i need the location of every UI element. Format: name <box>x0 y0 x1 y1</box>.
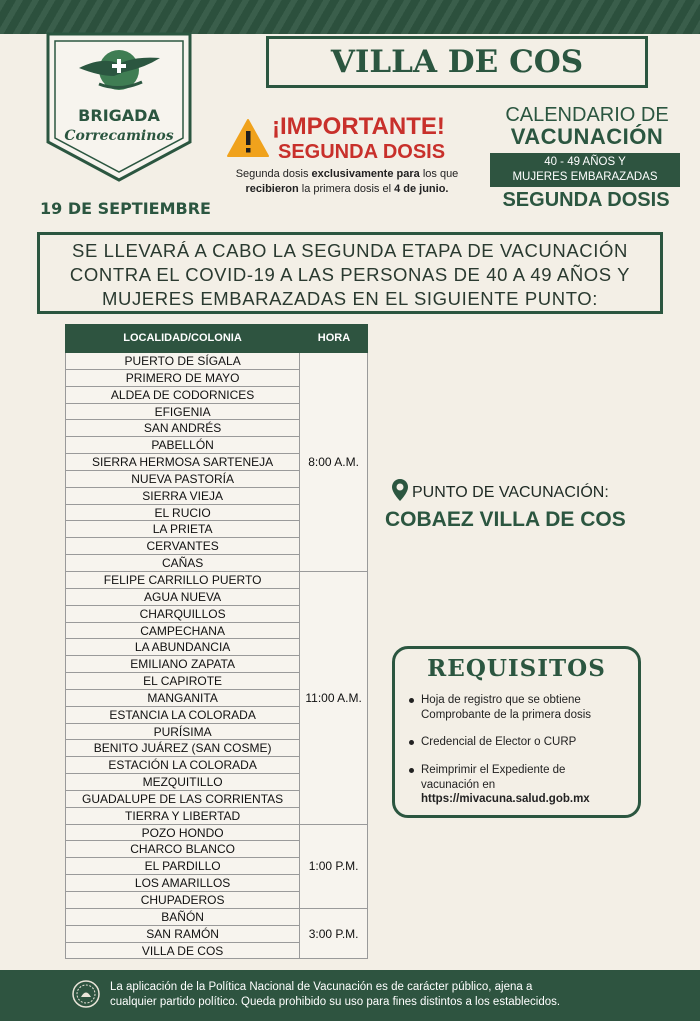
column-header-hour: HORA <box>317 332 351 344</box>
table-row: EMILIANO ZAPATA <box>66 656 300 673</box>
schedule-group <box>65 825 368 909</box>
vaccination-url-link[interactable]: https://mivacuna.salud.gob.mx <box>421 793 590 805</box>
alert-title: ¡IMPORTANTE! <box>272 113 445 140</box>
table-row: LA ABUNDANCIA <box>66 639 300 656</box>
schedule-header <box>65 324 368 353</box>
table-row: POZO HONDO <box>66 825 300 842</box>
location-pin-icon <box>391 478 409 502</box>
alert-subtitle: SEGUNDA DOSIS <box>278 141 446 163</box>
schedule-group <box>65 572 368 825</box>
table-row: ALDEA DE CODORNICES <box>66 387 300 404</box>
column-header-location: LOCALIDAD/COLONIA <box>123 332 242 344</box>
alert-text <box>222 167 472 197</box>
mexico-seal-icon <box>72 980 100 1008</box>
table-row: MANGANITA <box>66 690 300 707</box>
table-row: TIERRA Y LIBERTAD <box>66 808 300 825</box>
table-row: PRIMERO DE MAYO <box>66 370 300 387</box>
table-row: EL CAPIROTE <box>66 673 300 690</box>
alert-text-f: 4 de junio. <box>394 183 449 195</box>
table-row: CHARQUILLOS <box>66 606 300 623</box>
requirement-item-1 <box>409 693 591 722</box>
schedule-group <box>65 353 368 572</box>
schedule-hour-cell: 11:00 A.M. <box>300 572 368 825</box>
table-row: VILLA DE COS <box>66 943 300 960</box>
table-row: CHARCO BLANCO <box>66 841 300 858</box>
announcement-line2: CONTRA EL COVID-19 A LAS PERSONAS DE 40 A 49 AÑOS Y <box>69 264 631 285</box>
announcement-line3: MUJERES EMBARAZADAS EN EL SIGUIENTE PUNTO: <box>101 288 598 309</box>
table-row: CHUPADEROS <box>66 892 300 909</box>
table-row: SAN ANDRÉS <box>66 420 300 437</box>
schedule-hour-cell: 8:00 A.M. <box>300 353 368 572</box>
requirement-1-line2: Comprobante de la primera dosis <box>421 708 592 721</box>
requirement-item-3 <box>409 763 590 807</box>
table-row: CAMPECHANA <box>66 623 300 640</box>
table-row: NUEVA PASTORÍA <box>66 471 300 488</box>
footer-disclaimer <box>110 980 680 1010</box>
table-row: EFIGENIA <box>66 404 300 421</box>
table-row: PABELLÓN <box>66 437 300 454</box>
table-row: SIERRA HERMOSA SARTENEJA <box>66 454 300 471</box>
schedule-locations <box>66 353 300 572</box>
alert-text-c: los que <box>422 168 459 180</box>
schedule-table <box>65 324 368 959</box>
table-row: ESTANCIA LA COLORADA <box>66 707 300 724</box>
vaccination-point-name: COBAEZ VILLA DE COS <box>385 508 626 531</box>
requirement-2: Credencial de Elector o CURP <box>421 736 577 748</box>
calendar-line1: CALENDARIO DE <box>505 104 669 126</box>
alert-text-b: exclusivamente para <box>311 168 420 180</box>
requirements-box <box>392 646 641 818</box>
calendar-line2: VACUNACIÓN <box>510 124 664 149</box>
table-row: CAÑAS <box>66 555 300 572</box>
requirement-item-2 <box>409 735 576 750</box>
table-row: CERVANTES <box>66 538 300 555</box>
table-row: BAÑÓN <box>66 909 300 926</box>
bullet-icon <box>409 768 414 773</box>
page-title: VILLA DE COS <box>266 36 648 88</box>
requirement-3-line2: vacunación en <box>421 778 496 791</box>
warning-icon <box>227 118 269 158</box>
table-row: FELIPE CARRILLO PUERTO <box>66 572 300 589</box>
schedule-hour-cell: 1:00 P.M. <box>300 825 368 909</box>
schedule-hour-cell: 3:00 P.M. <box>300 909 368 960</box>
table-row: MEZQUITILLO <box>66 774 300 791</box>
schedule-body <box>65 353 368 959</box>
table-row: PURÍSIMA <box>66 724 300 741</box>
table-row: GUADALUPE DE LAS CORRIENTAS <box>66 791 300 808</box>
table-row: LA PRIETA <box>66 521 300 538</box>
schedule-locations <box>66 825 300 909</box>
table-row: AGUA NUEVA <box>66 589 300 606</box>
calendar-line3: SEGUNDA DOSIS <box>502 189 670 211</box>
requirement-3-line1: Reimprimir el Expediente de <box>421 764 566 776</box>
calendar-audience-box <box>490 153 680 187</box>
alert-text-e: la primera dosis el <box>301 183 392 195</box>
brigada-logo <box>74 46 164 96</box>
schedule-locations <box>66 572 300 825</box>
bullet-icon <box>409 740 414 745</box>
calendar-box-line1: 40 - 49 AÑOS Y <box>544 156 626 168</box>
brand-subtitle: Correcaminos <box>64 128 174 144</box>
table-row: SAN RAMÓN <box>66 926 300 943</box>
announcement-box <box>37 232 663 314</box>
event-date: 19 DE SEPTIEMBRE <box>40 199 211 218</box>
table-row: BENITO JUÁREZ (SAN COSME) <box>66 740 300 757</box>
alert-text-a: Segunda dosis <box>235 168 309 180</box>
schedule-group <box>65 909 368 960</box>
announcement-line1: SE LLEVARÁ A CABO LA SEGUNDA ETAPA DE VACUNACIÓN <box>72 240 628 261</box>
footer-line2: cualquier partido político. Queda prohibido su uso para fines distintos a los establecidos. <box>110 996 561 1008</box>
table-row: LOS AMARILLOS <box>66 875 300 892</box>
top-pattern-band <box>0 0 700 34</box>
requirements-title: REQUISITOS <box>427 655 606 682</box>
brigada-badge <box>44 30 194 182</box>
alert-text-d: recibieron <box>245 183 299 195</box>
table-row: EL RUCIO <box>66 505 300 522</box>
requirement-1-line1: Hoja de registro que se obtiene <box>421 694 581 706</box>
table-row: EL PARDILLO <box>66 858 300 875</box>
schedule-locations <box>66 909 300 960</box>
brand-name: BRIGADA <box>78 106 160 125</box>
calendar-box-line2: MUJERES EMBARAZADAS <box>512 171 658 183</box>
table-row: ESTACIÓN LA COLORADA <box>66 757 300 774</box>
vaccination-point-label: PUNTO DE VACUNACIÓN: <box>412 484 609 501</box>
table-row: SIERRA VIEJA <box>66 488 300 505</box>
table-row: PUERTO DE SÍGALA <box>66 353 300 370</box>
bullet-icon <box>409 698 414 703</box>
footer-line1: La aplicación de la Política Nacional de Vacunación es de carácter público, ajena a <box>110 981 533 993</box>
